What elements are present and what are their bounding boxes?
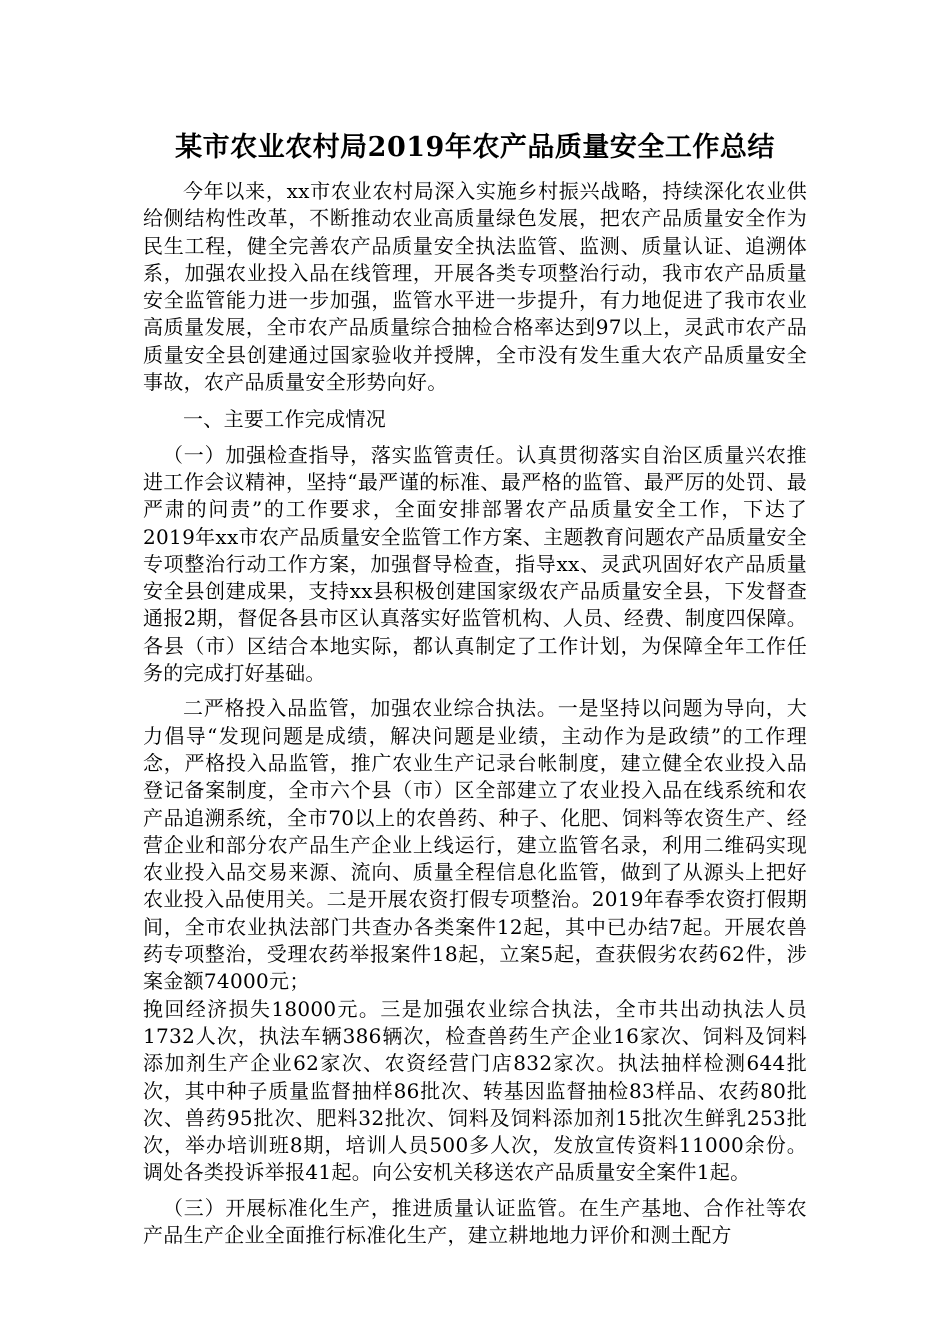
- paragraph-input-supervision-part2: 挽回经济损失18000元。三是加强农业综合执法，全市共出动执法人员1732人次，执法车辆386辆次，检查兽药生产企业16家次、饲料及饲料添加剂生产企业62家次、农资经营门店832家次。执法抽样检测644批次，其中种子质量监督抽样86批次、转基因监督抽检83样品、农药80批次、兽药95批次、肥料32批次、饲料及饲料添加剂15批次生鲜乳253批次，举办培训班8期，培训人员500多人次，发放宣传资料11000余份。调处各类投诉举报41起。向公安机关移送农产品质量安全案件1起。: [143, 996, 807, 1185]
- paragraph-input-supervision-part1: 二严格投入品监管，加强农业综合执法。一是坚持以问题为导向，大力倡导“发现问题是成绩，解决问题是业绩，主动作为是政绩”的工作理念，严格投入品监管，推广农业生产记录台帐制度，建立健全农业投入品登记备案制度，全市六个县（市）区全部建立了农业投入品在线系统和农产品追溯系统，全市70以上的农兽药、种子、化肥、饲料等农资生产、经营企业和部分农产品生产企业上线运行，建立监管名录，利用二维码实现农业投入品交易来源、流向、质量全程信息化监管，做到了从源头上把好农业投入品使用关。二是开展农资打假专项整治。2019年春季农资打假期间，全市农业执法部门共查办各类案件12起，其中已办结7起。开展农兽药专项整治，受理农药举报案件18起，立案5起，查获假劣农药62件，涉案金额74000元；: [143, 696, 807, 994]
- paragraph-standardized-production: （三）开展标准化生产，推进质量认证监管。在生产基地、合作社等农产品生产企业全面推行标准化生产，建立耕地地力评价和测土配方: [143, 1195, 807, 1247]
- section-heading-main-work: 一、主要工作完成情况: [183, 407, 386, 432]
- document-body: [143, 178, 807, 1257]
- paragraph-inspection-guidance: （一）加强检查指导，落实监管责任。认真贯彻落实自治区质量兴农推进工作会议精神，坚持“最严谨的标准、最严格的监管、最严厉的处罚、最严肃的问责”的工作要求，全面安排部署农产品质量安全工作，下达了2019年xx市农产品质量安全监管工作方案、主题教育问题农产品质量安全专项整治行动工作方案，加强督导检查，指导xx、灵武巩固好农产品质量安全县创建成果，支持xx县积极创建国家级农产品质量安全县，下发督查通报2期，督促各县市区认真落实好监管机构、人员、经费、制度四保障。各县（市）区结合本地实际，都认真制定了工作计划，为保障全年工作任务的完成打好基础。: [143, 442, 807, 686]
- document-title: 某市农业农村局2019年农产品质量安全工作总结: [175, 132, 775, 163]
- intro-paragraph: 今年以来，xx市农业农村局深入实施乡村振兴战略，持续深化农业供给侧结构性改革，不断推动农业高质量绿色发展，把农产品质量安全作为民生工程，健全完善农产品质量安全执法监管、监测、质量认证、追溯体系，加强农业投入品在线管理，开展各类专项整治行动，我市农产品质量安全监管能力进一步加强，监管水平进一步提升，有力地促进了我市农业高质量发展，全市农产品质量综合抽检合格率达到97以上，灵武市农产品质量安全县创建通过国家验收并授牌，全市没有发生重大农产品质量安全事故，农产品质量安全形势向好。: [143, 179, 807, 395]
- paragraph-input-supervision: [143, 695, 807, 1186]
